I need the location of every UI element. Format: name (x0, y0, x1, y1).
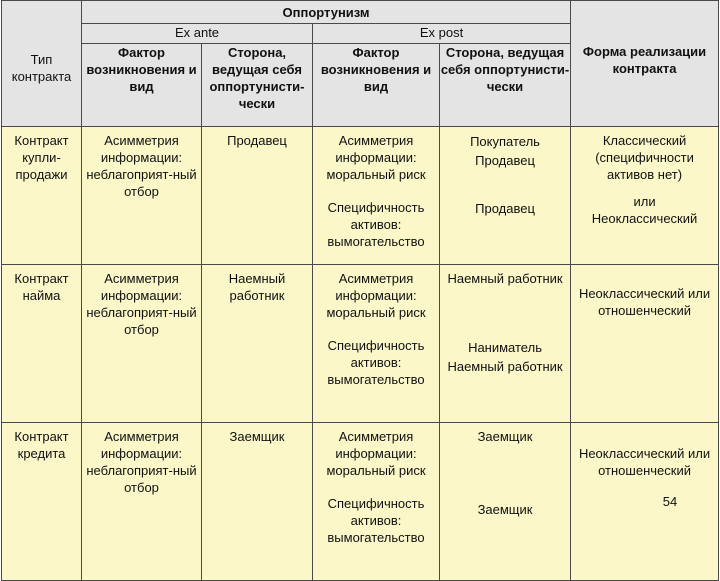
post-factor-asset-specificity: Специфичность активов: вымогательство (327, 338, 425, 387)
post-side-moral-risk: Наемный работник (447, 271, 563, 286)
side-ante-cell: Продавец (202, 127, 313, 265)
post-factor-moral-risk: Асимметрия информации: моральный риск (326, 271, 426, 320)
factor-post-cell (313, 127, 440, 265)
ex-ante-header: Ex ante (82, 24, 313, 44)
post-factor-asset-specificity: Специфичность активов: вымогательство (327, 496, 425, 545)
post-side-moral-risk: Заемщик (477, 429, 533, 444)
side-post-cell (440, 265, 571, 423)
contract-type-cell: Контракт найма (2, 265, 82, 423)
factor-post-cell (313, 265, 440, 423)
side-post-cell (440, 423, 571, 581)
post-side-employer: Наниматель (468, 340, 542, 355)
opportunism-table (1, 0, 719, 581)
form-cell (571, 127, 719, 265)
contract-type-header: Тип контракта (2, 1, 82, 127)
post-side-asset-specificity: Продавец (475, 201, 535, 216)
factor-ante-cell: Асимметрия информации: неблагоприят-ный отбор (82, 265, 202, 423)
post-side-asset-specificity: Заемщик (477, 502, 533, 517)
post-factor-moral-risk: Асимметрия информации: моральный риск (326, 133, 426, 182)
post-factor-asset-specificity: Специфичность активов: вымогательство (327, 200, 425, 249)
form-classic: Классический (специфичности активов нет) (595, 133, 694, 182)
post-side-moral-risk: Покупатель Продавец (470, 134, 540, 168)
factor-ante-cell: Асимметрия информации: неблагоприят-ный отбор (82, 423, 202, 581)
page-number: 54 (662, 494, 678, 509)
side-ante-cell: Заемщик (202, 423, 313, 581)
form-cell (571, 265, 719, 423)
table-row (2, 423, 719, 581)
form-header: Форма реализации контракта (571, 1, 719, 127)
post-side-employee: Наемный работник (447, 359, 563, 374)
side-post-cell (440, 127, 571, 265)
form-cell (571, 423, 719, 581)
contract-type-cell: Контракт кредита (2, 423, 82, 581)
form-neoclassic: или Неоклассический (591, 194, 698, 226)
contract-type-cell: Контракт купли-продажи (2, 127, 82, 265)
factor-ante-cell: Асимметрия информации: неблагоприят-ный отбор (82, 127, 202, 265)
side-post-header: Сторона, ведущая себя оппортунисти-чески (440, 44, 571, 127)
table-title: Оппортунизм (82, 1, 571, 24)
table-row (2, 265, 719, 423)
form-neoclassic-relational: Неоклассический или отношенческий (578, 446, 711, 478)
factor-ante-header: Фактор возникновения и вид (82, 44, 202, 127)
side-ante-cell: Наемный работник (202, 265, 313, 423)
ex-post-header: Ex post (313, 24, 571, 44)
side-ante-header: Сторона, ведущая себя оппортунисти-чески (202, 44, 313, 127)
form-neoclassic-relational: Неоклассический или отношенческий (578, 286, 711, 318)
post-factor-moral-risk: Асимметрия информации: моральный риск (326, 429, 426, 478)
table-row (2, 127, 719, 265)
factor-post-cell (313, 423, 440, 581)
factor-post-header: Фактор возникновения и вид (313, 44, 440, 127)
